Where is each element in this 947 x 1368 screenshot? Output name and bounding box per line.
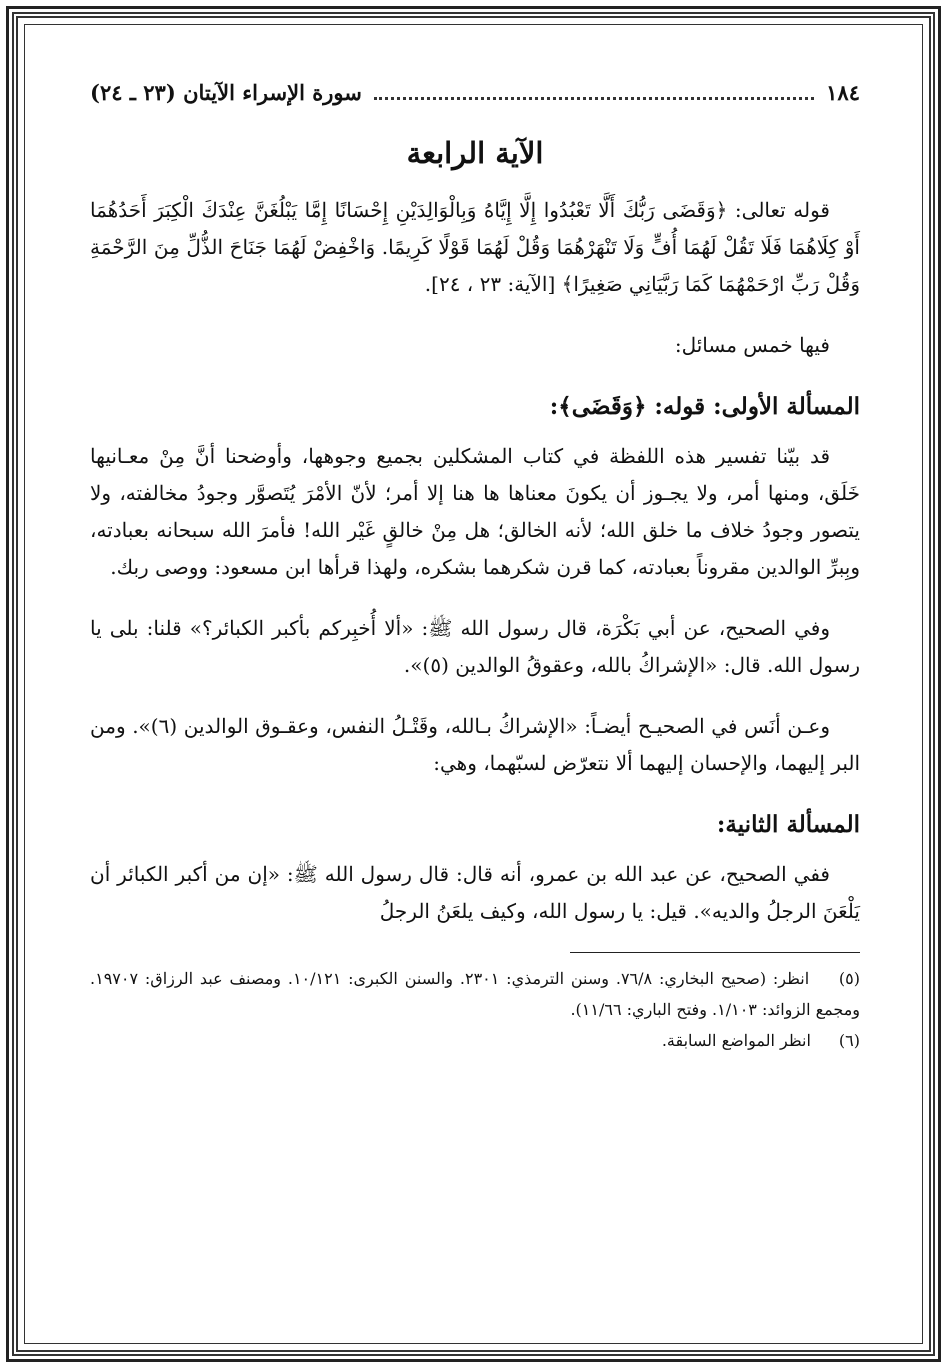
footnote-separator [570, 952, 860, 953]
hadith-paragraph-2: وعـن أنَس في الصحيـح أيضـاً: «الإشراكُ بـالله، وقَتْـلُ النفس، وعقـوق الوالدين (٦)». ومن البر إليهما، والإحسان إليهما ألا نتعرّض لسبّهما، وهي: [90, 714, 860, 775]
footnote-text: انظر المواضع السابقة. [661, 1031, 811, 1050]
footnote-number: (٥) [838, 969, 861, 988]
footnotes [90, 963, 860, 1056]
issue-one-heading: المسألة الأولى: قوله: ﴿وَقَضَى﴾: [549, 393, 860, 420]
intro-paragraph: فيها خمس مسائل: [674, 333, 830, 357]
footnote-number: (٦) [838, 1031, 860, 1050]
page-number: ١٨٤ [826, 79, 860, 105]
header-dot-leader [374, 85, 814, 100]
hadith-paragraph-1: وفي الصحيح، عن أبي بَكْرَة، قال رسول الله ﷺ: «ألا أُخبِركم بأكبر الكبائر؟» قلنا: بلى يا رسول الله. قال: «الإشراكُ بالله، وعقوقُ الوالدين (٥)». [90, 616, 860, 677]
running-header [90, 72, 860, 112]
issue-two-body: ففي الصحيح، عن عبد الله بن عمرو، أنه قال: قال رسول الله ﷺ: «إن من أكبر الكبائر أن يَلْعَنَ الرجلُ والديه». قيل: يا رسول الله، وكيف يلعَنُ الرجلُ [90, 862, 860, 923]
issue-one-body: قد بيّنا تفسير هذه اللفظة في كتاب المشكلين بجميع وجوهها، وأوضحنا أنَّ مِنْ معـانيها خَلَق، ومنها أمر، ولا يجـوز أن يكونَ معناها ها هنا إلا أمر؛ لأنّ الأمْرَ يُتَصوَّر وجودُ مخالفته، ولا يتصور وجودُ خلاف ما خلق الله؛ لأنه الخالق؛ هل مِنْ خالقٍ غَيْر الله! فأمرَ الله سبحانه بعبادته، وبِبرِّ الوالدين مقروناً بعبادته، كما قرن شكرهما بشكره، ولهذا قرأها ابن مسعود: ووصى ربك. [90, 444, 860, 579]
issue-two-heading: المسألة الثانية: [716, 811, 860, 838]
footnote-item [90, 1025, 860, 1056]
page-content [90, 72, 860, 1312]
footnote-item [90, 963, 860, 1025]
running-title: سورة الإسراء الآيتان (٢٣ ـ ٢٤) [90, 79, 362, 105]
footnote-text: انظر: (صحيح البخاري: ٧٦/٨. وسنن الترمذي: ٢٣٠١. والسنن الكبرى: ١٠/١٢١. ومصنف عبد الرزاق: ١٩٧٠٧. ومجمع الزوائد: ١/١٠٣. وفتح الباري: ١١/٦٦). [90, 969, 860, 1019]
verse-paragraph: قوله تعالى: ﴿وَقَضَى رَبُّكَ أَلَّا تَعْبُدُوا إِلَّا إِيَّاهُ وَبِالْوَالِدَيْنِ إِحْسَانًا إِمَّا يَبْلُغَنَّ عِنْدَكَ الْكِبَرَ أَحَدُهُمَا أَوْ كِلَاهُمَا فَلَا تَقُلْ لَهُمَا أُفٍّ وَلَا تَنْهَرْهُمَا وَقُلْ لَهُمَا قَوْلًا كَرِيمًا. وَاخْفِضْ لَهُمَا جَنَاحَ الذُّلِّ مِنَ الرَّحْمَةِ وَقُلْ رَبِّ ارْحَمْهُمَا كَمَا رَبَّيَانِي صَغِيرًا﴾ [الآية: ٢٣ ، ٢٤]. [90, 198, 860, 296]
section-title: الآية الرابعة [406, 136, 544, 170]
